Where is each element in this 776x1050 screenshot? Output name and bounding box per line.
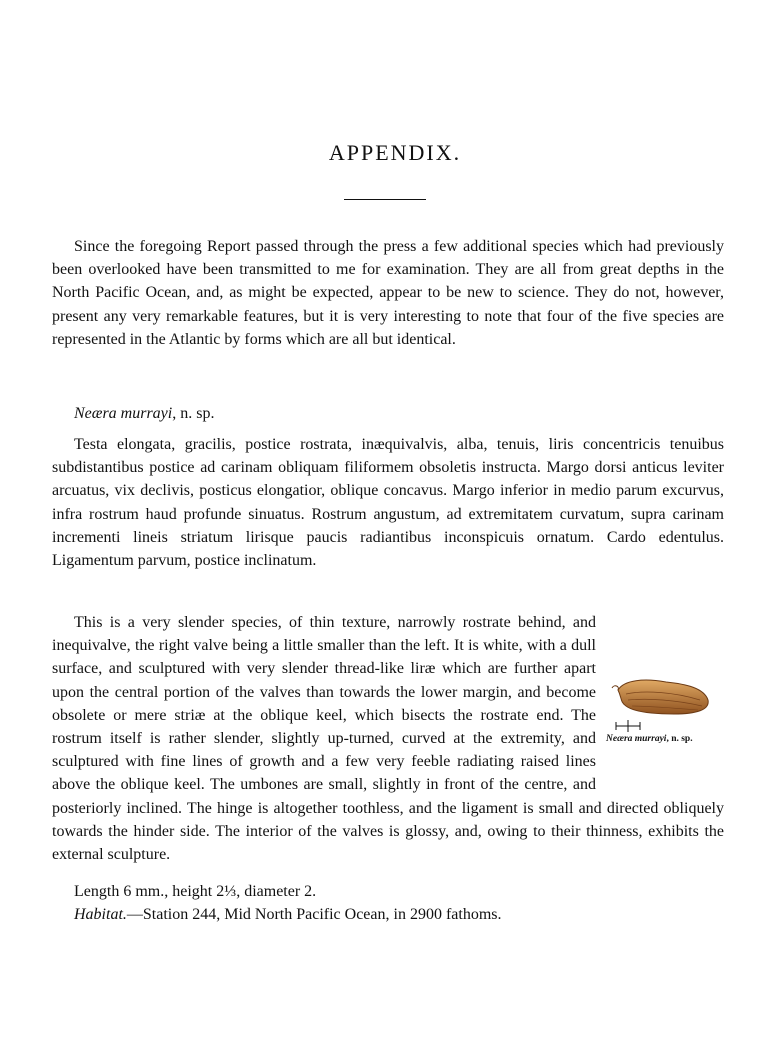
figure-caption: [606, 734, 693, 744]
title-divider: [344, 199, 426, 200]
latin-description: Testa elongata, gracilis, postice rostrata, inæquivalvis, alba, tenuis, liris concentricis tenuibus subdistantibus postice ad carinam obliquam filiformem obsoletis instructa. Margo dorsi anticus leviter arcuatus, vix declivis, posticus elongatior, oblique concavus. Margo inferior in medio parum excurvus, infra rostrum haud profunde sinuatus. Rostrum angustum, ad extremitatem curvatum, supra carinam incrementi lineis striatum lirisque paucis radiantibus inconspicuis ornatum. Cardo edentulus. Ligamentum parvum, postice inclinatum.: [52, 436, 724, 570]
shell-illustration: [604, 670, 714, 740]
shell-outline: [618, 680, 708, 714]
species-heading: [74, 402, 674, 425]
figure-caption-suffix: , n. sp.: [666, 734, 693, 744]
figure-caption-name: Neæra murrayi: [606, 734, 667, 744]
english-description: This is a very slender species, of thin texture, narrowly rostrate behind, and inequivalve, the right valve being a little smaller than the left. It is white, with a dull surface, and sculptured with very slender thread-like liræ which are further apart upon the central portion of the valves than towards the lower margin, and become obsolete or mere striæ at the oblique keel, which bisects the rostrate end. The rostrum itself is rather slender, slightly up-turned, curved at the extremity, and sculptured with fine lines of growth and a few very feeble radiating raised lines above the oblique keel. The umbones are small, slightly in front of the centre, and posteriorly inclined. The hinge is altogether toothless, and the ligament is small and directed obliquely towards the hinder side. The interior of the valves is glossy, and, owing to their thinness, exhibits the external sculpture.: [52, 614, 724, 864]
species-name: Neæra murrayi: [74, 405, 173, 422]
scale-bar: [616, 720, 640, 732]
habitat-label: Habitat.: [74, 906, 127, 923]
measurements: Length 6 mm., height 2⅓, diameter 2.: [74, 883, 317, 900]
habitat-line: [74, 903, 694, 926]
species-suffix: , n. sp.: [172, 405, 215, 422]
shell-figure: [604, 670, 724, 760]
page-title: APPENDIX.: [328, 140, 462, 165]
intro-paragraph: Since the foregoing Report passed through the press a few additional species which had previously been overlooked have been transmitted to me for examination. They are all from great depths in the North Pacific Ocean, and, as might be expected, appear to be new to science. They do not, however, present any very remarkable features, but it is very interesting to note that four of the five species are represented in the Atlantic by forms which are all but identical.: [52, 238, 724, 348]
habitat-text: —Station 244, Mid North Pacific Ocean, in 2900 fathoms.: [126, 906, 502, 923]
